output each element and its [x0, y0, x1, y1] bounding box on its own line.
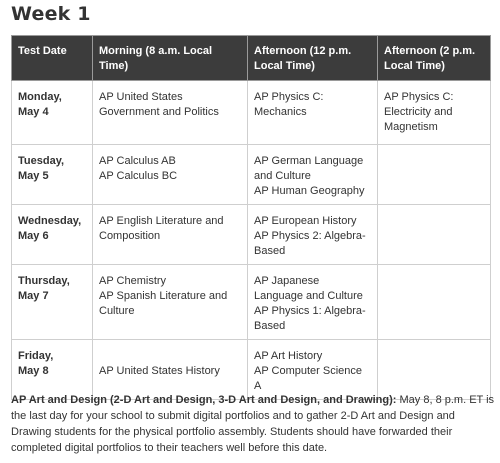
test-date-cell: [12, 81, 93, 145]
morning-cell: [93, 205, 248, 265]
header-test-date: Test Date: [12, 36, 93, 81]
table-header-row: [12, 36, 491, 81]
table-row: [12, 81, 491, 145]
exam-name: AP United States Government and Politics: [99, 91, 219, 118]
exam-schedule-table: [11, 35, 491, 400]
test-date-cell: [12, 265, 93, 340]
date-label: May 6: [18, 230, 49, 242]
morning-cell: [93, 145, 248, 205]
table-row: [12, 265, 491, 340]
day-label: Friday,: [18, 350, 54, 362]
header-afternoon-2pm: Afternoon (2 p.m. Local Time): [378, 36, 491, 81]
exam-name: AP Human Geography: [254, 185, 365, 197]
day-label: Tuesday,: [18, 155, 65, 167]
exam-name: AP English Literature and Composition: [99, 215, 224, 242]
afternoon-12pm-cell: [248, 340, 378, 400]
afternoon-2pm-cell: [378, 145, 491, 205]
week-heading: Week 1: [11, 3, 91, 25]
morning-cell: [93, 81, 248, 145]
art-design-footnote: [11, 392, 495, 456]
day-label: Thursday,: [18, 275, 70, 287]
exam-name: AP Physics 1: Algebra-Based: [254, 305, 366, 332]
exam-name: AP Spanish Literature and Culture: [99, 290, 228, 317]
morning-cell: [93, 265, 248, 340]
exam-name: AP Calculus BC: [99, 170, 178, 182]
afternoon-2pm-cell: [378, 340, 491, 400]
exam-name: AP European History: [254, 215, 357, 227]
test-date-cell: [12, 340, 93, 400]
afternoon-12pm-cell: [248, 265, 378, 340]
day-label: Wednesday,: [18, 215, 82, 227]
exam-name: AP Japanese Language and Culture: [254, 275, 363, 302]
cell-spacer: [99, 349, 241, 364]
exam-name: AP Calculus AB: [99, 155, 176, 167]
table-row: [12, 340, 491, 400]
day-label: Monday,: [18, 91, 62, 103]
afternoon-12pm-cell: [248, 145, 378, 205]
date-label: May 4: [18, 106, 49, 118]
table-row: [12, 205, 491, 265]
exam-name: AP German Language and Culture: [254, 155, 364, 182]
table-row: [12, 145, 491, 205]
footnote-text: May 8, 8 p.m. ET is the last day for your school to submit digital portfolios and to gather 2-D Art and Design and Drawing students for the physical portfolio assembly. Students should have forwarded their completed digital portfolios to their teachers well before this date.: [11, 394, 495, 454]
header-afternoon-12pm: Afternoon (12 p.m. Local Time): [248, 36, 378, 81]
exam-name: AP Physics C: Electricity and Magnetism: [384, 91, 454, 133]
date-label: May 8: [18, 365, 49, 377]
exam-name: AP United States History: [99, 365, 220, 377]
afternoon-2pm-cell: [378, 205, 491, 265]
footnote-bold-label: AP Art and Design (2-D Art and Design, 3-D Art and Design, and Drawing):: [11, 394, 397, 406]
exam-name: AP Art History: [254, 350, 323, 362]
exam-name: AP Physics 2: Algebra-Based: [254, 230, 366, 257]
header-morning: Morning (8 a.m. Local Time): [93, 36, 248, 81]
morning-cell: [93, 340, 248, 400]
afternoon-12pm-cell: [248, 205, 378, 265]
test-date-cell: [12, 145, 93, 205]
afternoon-2pm-cell: [378, 81, 491, 145]
exam-name: AP Chemistry: [99, 275, 167, 287]
date-label: May 5: [18, 170, 49, 182]
afternoon-2pm-cell: [378, 265, 491, 340]
exam-name: AP Computer Science A: [254, 365, 363, 392]
afternoon-12pm-cell: [248, 81, 378, 145]
date-label: May 7: [18, 290, 49, 302]
test-date-cell: [12, 205, 93, 265]
exam-name: AP Physics C: Mechanics: [254, 91, 324, 118]
